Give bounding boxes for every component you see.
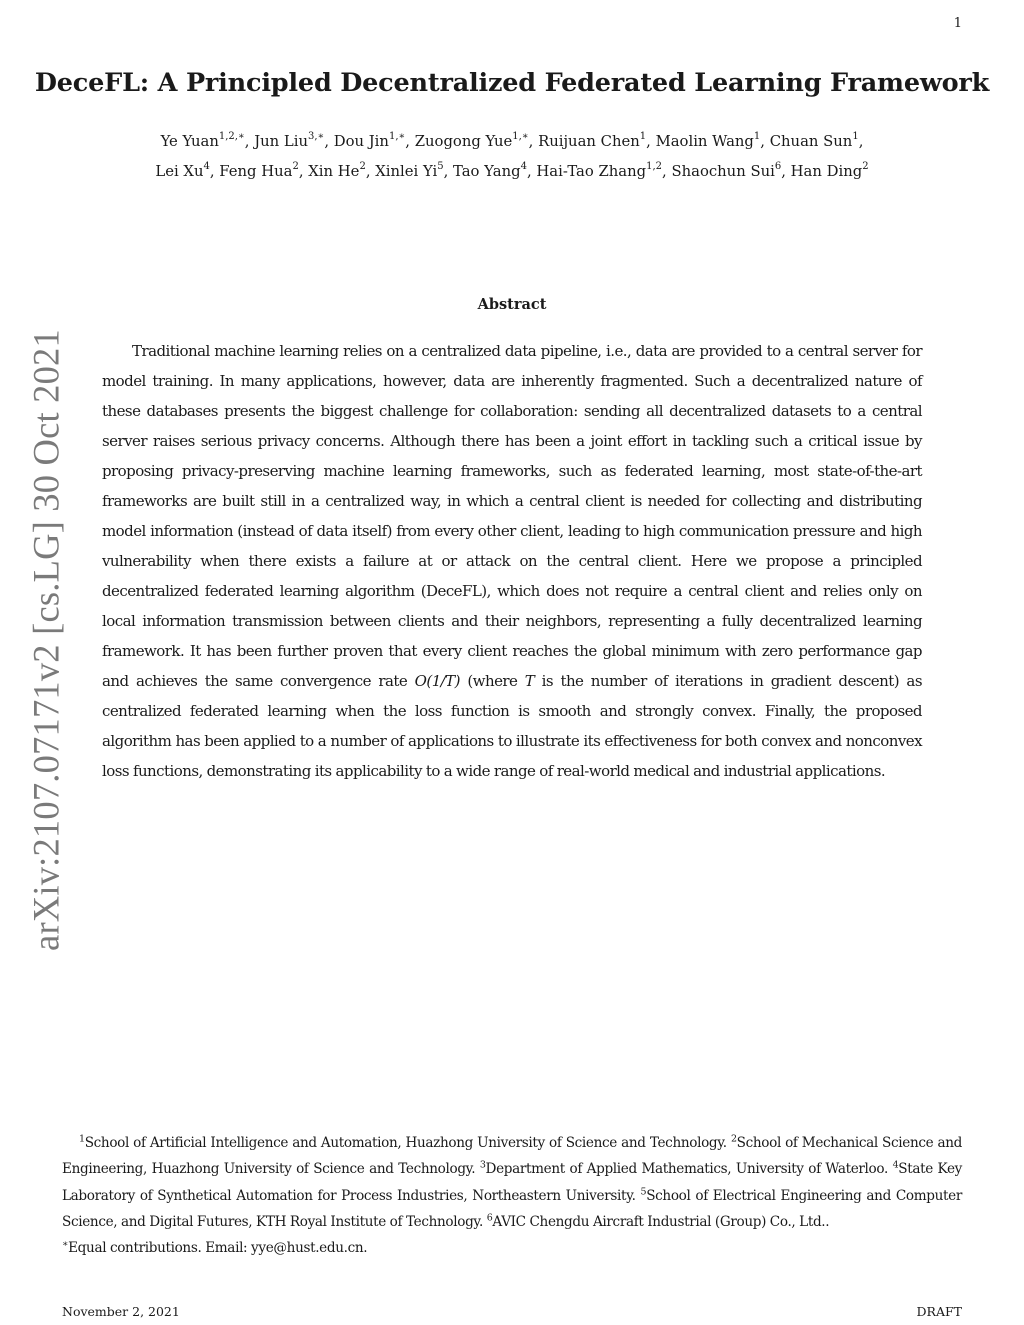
affiliation-item: $^2$School of Mechanical Science and Engineering, Huazhong University of Science and Technology. xyxy=(62,1133,962,1178)
affiliation-item: $^5$School of Electrical Engineering and Computer Science, and Digital Futures, KTH Royal Institute of Technology. xyxy=(62,1186,962,1230)
author: Zuogong Yue$^{1,∗}$ xyxy=(414,131,529,150)
author: Jun Liu$^{3,∗}$ xyxy=(254,131,325,150)
author: Chuan Sun$^1$ xyxy=(769,131,859,150)
author: Ye Yuan$^{1,2,∗}$ xyxy=(160,131,245,150)
author: Ruijuan Chen$^1$ xyxy=(538,131,647,150)
author: Feng Hua$^2$ xyxy=(219,161,299,180)
author: Hai-Tao Zhang$^{1,2}$ xyxy=(536,161,663,180)
paper-title: DeceFL: A Principled Decentralized Federated Learning Framework xyxy=(34,68,990,98)
author: Shaochun Sui$^6$ xyxy=(671,161,782,180)
affiliation-item: $^3$Department of Applied Mathematics, University of Waterloo. xyxy=(479,1159,888,1178)
affiliation-item: $^6$AVIC Chengdu Aircraft Industrial (Group) Co., Ltd.. xyxy=(486,1212,830,1230)
affiliation-list xyxy=(62,1130,962,1235)
math-convergence-rate: O(1/T) xyxy=(414,672,460,690)
arxiv-identifier-stamp: arXiv:2107.07171v2 [cs.LG] 30 Oct 2021 xyxy=(25,329,67,951)
affiliation-item: $^1$School of Artificial Intelligence and Automation, Huazhong University of Science and Technology. xyxy=(79,1133,727,1151)
affiliation-footnotes xyxy=(62,1130,962,1261)
affiliation-item: $^4$State Key Laboratory of Synthetical Automation for Process Industries, Northeastern University. xyxy=(62,1159,962,1204)
author: Tao Yang$^4$ xyxy=(453,161,527,180)
equal-contribution-note: ∗Equal contributions. Email: yye@hust.edu.cn. xyxy=(62,1238,368,1257)
abstract-heading: Abstract xyxy=(477,296,547,313)
author-list: Ye Yuan$^{1,2,∗}$, Jun Liu$^{3,∗}$, Dou Jin$^{1,∗}$, Zuogong Yue$^{1,∗}$, Ruijuan Chen$^1$, Maolin Wang$^1$, Chuan Sun$^1$, Lei Xu$^4$, Feng Hua$^2$, Xin He$^2$, Xinlei Yi$^5$, Tao Yang$^4$, Hai-Tao Zhang$^{1,2}$, Shaochun Sui$^6$, Han Ding$^2$ xyxy=(155,131,869,180)
author: Xinlei Yi$^5$ xyxy=(375,161,444,180)
abstract-paragraph: Traditional machine learning relies on a centralized data pipeline, i.e., data are provided to a central server for model training. In many applications, however, data are inherently fragmented. Such a decentralized nature of these databases presents the biggest challenge for collaboration: sending all decentralized datasets to a central server raises serious privacy concerns. Although there has been a joint effort in tackling such a critical issue by proposing privacy-preserving machine learning frameworks, such as federated learning, most state-of-the-art frameworks are built still in a centralized way, in which a central client is needed for collecting and distributing model information (instead of data itself) from every other client, leading to high communication pressure and high vulnerability when there exists a failure at or attack on the central client. Here we propose a principled decentralized federated learning algorithm (DeceFL), which does not require a central client and relies only on local information transmission between clients and their neighbors, representing a fully decentralized learning framework. It has been further proven that every client reaches the global minimum with zero performance gap and achieves the same convergence rate O(1/T) (where T is the number of iterations in gradient descent) as centralized federated learning when the loss function is smooth and strongly convex. Finally, the proposed algorithm has been applied to a number of applications to illustrate its effectiveness for both convex and nonconvex loss functions, demonstrating its applicability to a wide range of real-world medical and industrial applications. xyxy=(102,342,922,780)
page-number: 1 xyxy=(953,16,962,31)
footer-draft-label: DRAFT xyxy=(916,1304,962,1319)
author: Lei Xu$^4$ xyxy=(155,161,210,180)
abstract-body xyxy=(102,336,922,786)
author: Xin He$^2$ xyxy=(308,161,366,180)
author: Dou Jin$^{1,∗}$ xyxy=(333,131,406,150)
math-symbol-t: T xyxy=(524,672,535,690)
author: Han Ding$^2$ xyxy=(790,161,869,180)
author: Maolin Wang$^1$ xyxy=(655,131,761,150)
footer-date: November 2, 2021 xyxy=(62,1304,180,1319)
